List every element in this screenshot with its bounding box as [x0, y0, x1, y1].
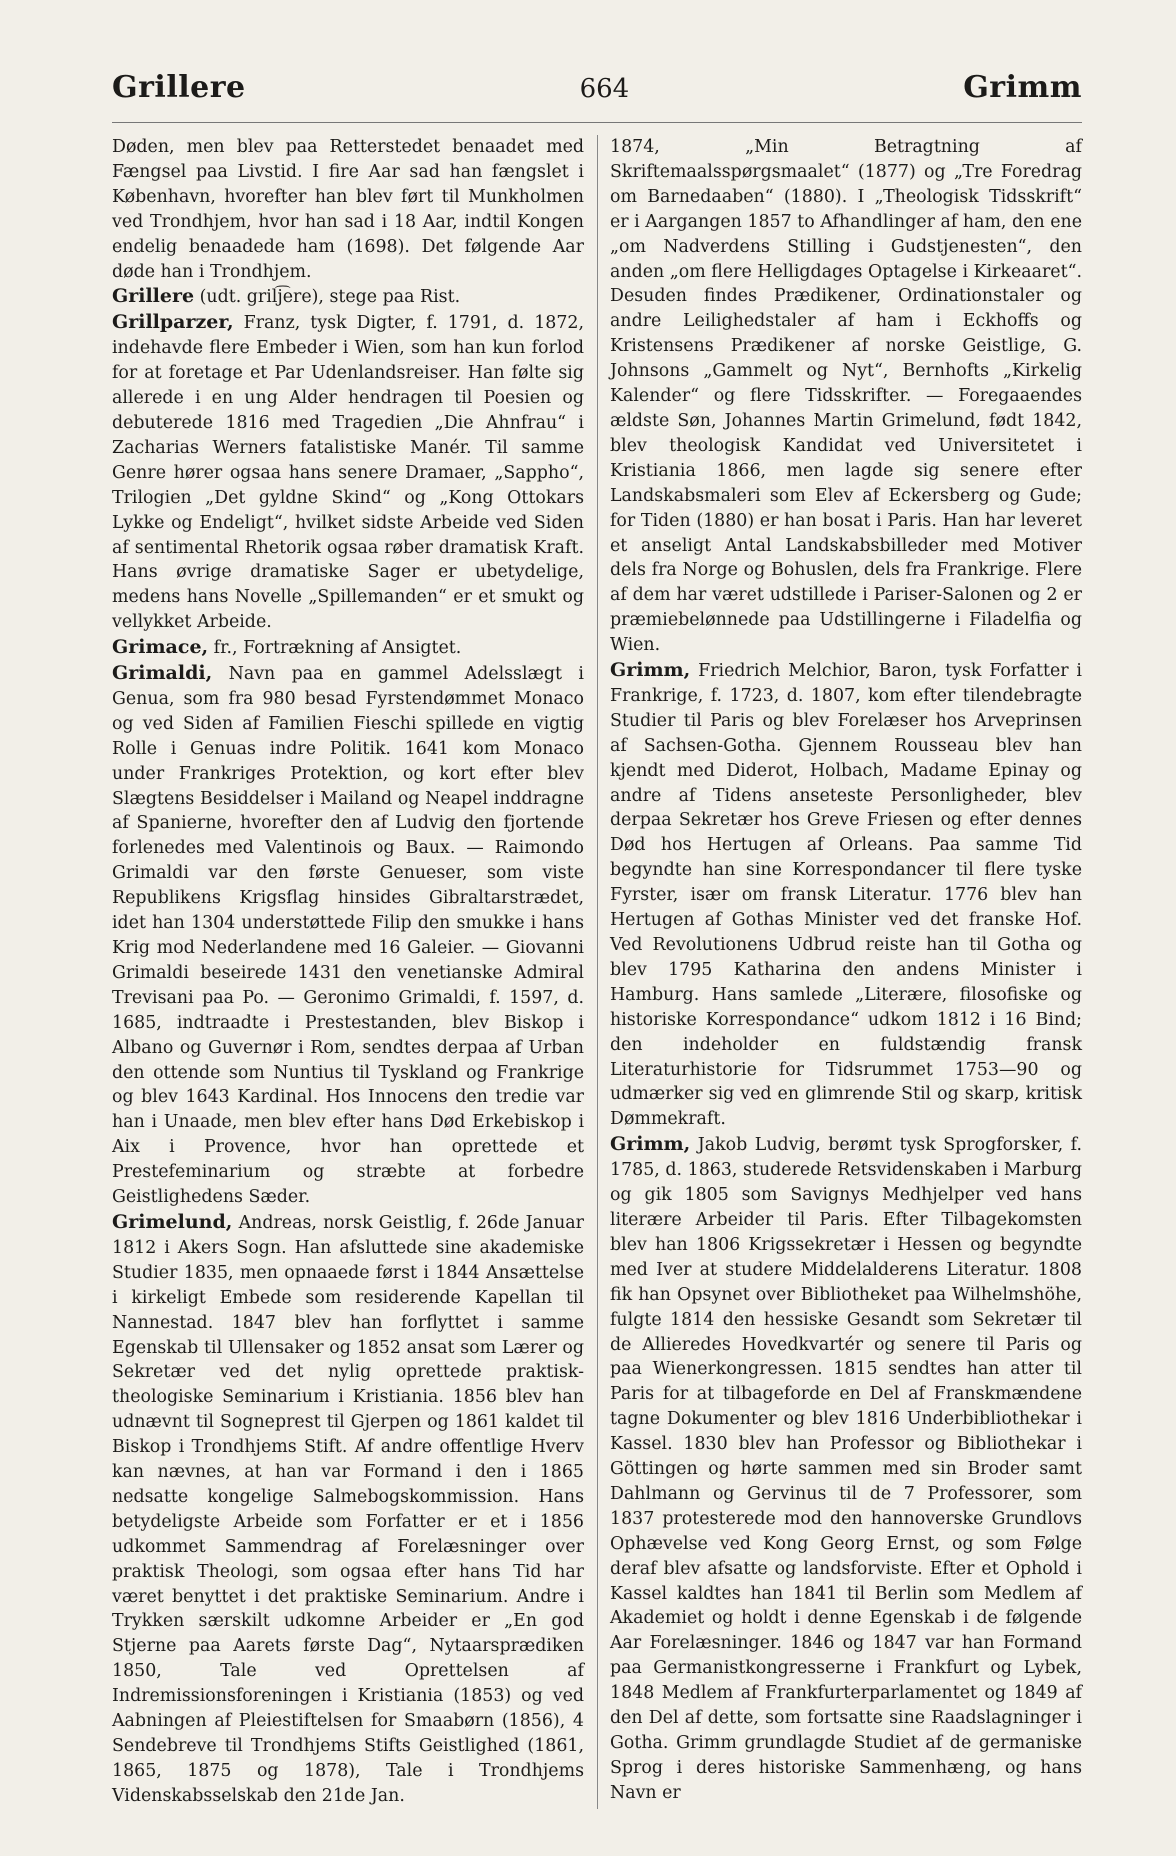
dictionary-entry	[610, 1132, 1082, 1805]
entry-headword: Grillparzer,	[112, 311, 234, 334]
page-number: 664	[579, 74, 630, 104]
left-column	[112, 135, 584, 1809]
entry-text: Andreas, norsk Geistlig, f. 26de Januar 1812 i Akers Sogn. Han afsluttede sine akademiske Studier 1835, men opnaaede først i 1844 Ansættelse i kirkeligt Embede som residerende Kapellan til Nannestad. 1847 blev han forflyttet i samme Egenskab til Ullensaker og 1852 ansat som Lærer og Sekretær ved det nylig oprettede praktisk-theologiske Seminarium i Kristiania. 1856 blev han udnævnt til Sogneprest til Gjerpen og 1861 kaldet til Biskop i Trondhjems Stift. Af andre offentlige Hverv kan nævnes, at han var Formand i den i 1865 nedsatte kongelige Salmebogskommission. Hans betydeligste Arbeide som Forfatter er et i 1856 udkommet Sammendrag af Forelæsninger over praktisk Theologi, som ogsaa efter hans Tid har været benyttet i det praktiske Seminarium. Andre i Trykken særskilt udkomne Arbeider er „En god Stjerne paa Aarets første Dag“, Nytaarsprædiken 1850, Tale ved Oprettelsen af Indremissionsforeningen i Kristiania (1853) og ved Aabningen af Pleiestiftelsen for Smaabørn (1856), 4 Sendebreve til Trondhjems Stifts Geistlighed (1861, 1865, 1875 og 1878), Tale i Trondhjems Videnskabsselskab den 21de Jan.	[112, 1212, 584, 1806]
dictionary-entry	[112, 635, 584, 661]
entry-text: fr., Fortrækning af Ansigtet.	[208, 638, 462, 659]
entry-headword: Grimm,	[610, 659, 691, 682]
left-headword: Grillere	[112, 70, 246, 105]
continued-text	[610, 135, 1082, 658]
dictionary-entry	[610, 658, 1082, 1132]
dictionary-entry	[112, 1210, 584, 1809]
entry-headword: Grillere	[112, 285, 195, 308]
running-head	[112, 70, 1082, 123]
dictionary-entry	[112, 284, 584, 310]
entry-text: 1874, „Min Betragtning af Skriftemaalsspørgsmaalet“ (1877) og „Tre Foredrag om Barnedaaben“ (1880). I „Theologisk Tidsskrift“ er i Aargangen 1857 to Afhandlinger af ham, den ene „om Nadverdens Stilling i Gudstjenesten“, den anden „om flere Helligdages Optagelse i Kirkeaaret“. Desuden findes Prædikener, Ordinationstaler og andre Leilighedstaler af ham i Eckhoffs og Kristensens Prædikener af norske Geistlige, G. Johnsons „Gammelt og Nyt“, Bernhofts „Kirkelig Kalender“ og flere Tidsskrifter. — Foregaaendes ældste Søn, Johannes Martin Grimelund, født 1842, blev theologisk Kandidat ved Universitetet i Kristiania 1866, men lagde sig senere efter Landskabsmaleri som Elev af Eckersberg og Gude; for Tiden (1880) er han bosat i Paris. Han har leveret et anseligt Antal Landskabsbilleder med Motiver dels fra Norge og Bohuslen, dels fra Frankrige. Flere af dem har været udstillede i Pariser-Salonen og 2 er præmiebelønnede paa Udstillingerne i Filadelfia og Wien.	[610, 137, 1082, 656]
right-headword: Grimm	[963, 70, 1082, 105]
entry-text: Navn paa en gammel Adelsslægt i Genua, som fra 980 besad Fyrstendømmet Monaco og ved Siden af Familien Fieschi spillede en vigtig Rolle i Genuas indre Politik. 1641 kom Monaco under Frankriges Protektion, og kort efter blev Slægtens Besiddelser i Mailand og Neapel inddragne af Spanierne, hvorefter den af Ludvig den fjortende forlenedes med Valentinois og Baux. — Raimondo Grimaldi var den første Genueser, som viste Republikens Krigsflag hinsides Gibraltarstrædet, idet han 1304 understøttede Filip den smukke i hans Krig mod Nederlandene med 16 Galeier. — Giovanni Grimaldi beseirede 1431 den venetianske Admiral Trevisani paa Po. — Geronimo Grimaldi, f. 1597, d. 1685, indtraadte i Prestestanden, blev Biskop i Albano og Guvernør i Rom, sendtes derpaa af Urban den ottende som Nuntius til Tyskland og Frankrige og blev 1643 Kardinal. Hos Innocens den tredie var han i Unaade, men blev efter hans Død Erkebiskop i Aix i Provence, hvor han oprettede et Prestefeminarium og stræbte at forbedre Geistlighedens Sæder.	[112, 664, 584, 1208]
entry-text: Franz, tysk Digter, f. 1791, d. 1872, indehavde flere Embeder i Wien, som han kun forlod for at foretage et Par Udenlandsreiser. Han følte sig allerede i en ung Alder hendragen til Poesien og debuterede 1816 med Tragedien „Die Ahnfrau“ i Zacharias Werners fatalistiske Manér. Til samme Genre hører ogsaa hans senere Dramaer, „Sappho“, Trilogien „Det gyldne Skind“ og „Kong Ottokars Lykke og Endeligt“, hvilket sidste Arbeide ved Siden af sentimental Rhetorik ogsaa røber dramatisk Kraft. Hans øvrige dramatiske Sager er ubetydelige, medens hans Novelle „Spillemanden“ er et smukt og vellykket Arbeide.	[112, 313, 584, 633]
entry-text: (udt. grilj͡ere), stege paa Rist.	[194, 287, 461, 308]
entry-text: Jakob Ludvig, berømt tysk Sprogforsker, f. 1785, d. 1863, studerede Retsvidenskaben i Marburg og gik 1805 som Savignys Medhjelper ved hans literære Arbeider til Paris. Efter Tilbagekomsten blev han 1806 Krigssekretær i Hessen og begyndte med Iver at studere Middelalderens Literatur. 1808 fik han Opsynet over Bibliotheket paa Wilhelmshöhe, fulgte 1814 den hessiske Gesandt som Sekretær til de Allieredes Hovedkvartér og senere til Paris og paa Wienerkongressen. 1815 sendtes han atter til Paris for at tilbageforde en Del af Franskmændene tagne Dokumenter og blev 1816 Underbibliothekar i Kassel. 1830 blev han Professor og Bibliothekar i Göttingen og hørte sammen med sin Broder samt Dahlmann og Gervinus til de 7 Professorer, som 1837 protesterede mod den hannoverske Grundlovs Ophævelse ved Kong Georg Ernst, og som Følge deraf blev afsatte og landsforviste. Efter et Ophold i Kassel kaldtes han 1841 til Berlin som Medlem af Akademiet og holdt i denne Egenskab i de følgende Aar Forelæsninger. 1846 og 1847 var han Formand paa Germanistkongresserne i Frankfurt og Lybek, 1848 Medlem af Frankfurterparlamentet og 1849 af den Del af dette, som fortsatte sine Raadslagninger i Gotha. Grimm grundlagde Studiet af de germaniske Sprog i deres historiske Sammenhæng, og hans Navn er	[610, 1135, 1082, 1803]
text-columns	[112, 135, 1082, 1809]
right-column	[610, 135, 1082, 1809]
entry-headword: Grimace,	[112, 636, 209, 659]
entry-headword: Grimm,	[610, 1133, 691, 1156]
dictionary-entry	[112, 661, 584, 1210]
entry-text: Friedrich Melchior, Baron, tysk Forfatter i Frankrige, f. 1723, d. 1807, kom efter tilendebragte Studier til Paris og blev Forelæser hos Arveprinsen af Sachsen-Gotha. Gjennem Rousseau blev han kjendt med Diderot, Holbach, Madame Epinay og andre af Tidens anseteste Personligheder, blev derpaa Sekretær hos Greve Friesen og efter dennes Død hos Hertugen af Orleans. Paa samme Tid begyndte han sine Korrespondancer til flere tyske Fyrster, især om fransk Literatur. 1776 blev han Hertugen af Gothas Minister ved det franske Hof. Ved Revolutionens Udbrud reiste han til Gotha og blev 1795 Katharina den andens Minister i Hamburg. Hans samlede „Literære, filosofiske og historiske Korrespondance“ udkom 1812 i 16 Bind; den indeholder en fuldstændig fransk Literaturhistorie for Tidsrummet 1753—90 og udmærker sig ved en glimrende Stil og skarp, kritisk Dømmekraft.	[610, 661, 1082, 1130]
entry-headword: Grimaldi,	[112, 662, 213, 685]
dictionary-entry	[112, 310, 584, 635]
entry-text: Døden, men blev paa Retterstedet benaadet med Fængsel paa Livstid. I fire Aar sad han fængslet i København, hvorefter han blev ført til Munkholmen ved Trondhjem, hvor han sad i 18 Aar, indtil Kongen endelig benaadede ham (1698). Det følgende Aar døde han i Trondhjem.	[112, 137, 584, 282]
entry-headword: Grimelund,	[112, 1210, 233, 1233]
continued-text	[112, 135, 584, 284]
